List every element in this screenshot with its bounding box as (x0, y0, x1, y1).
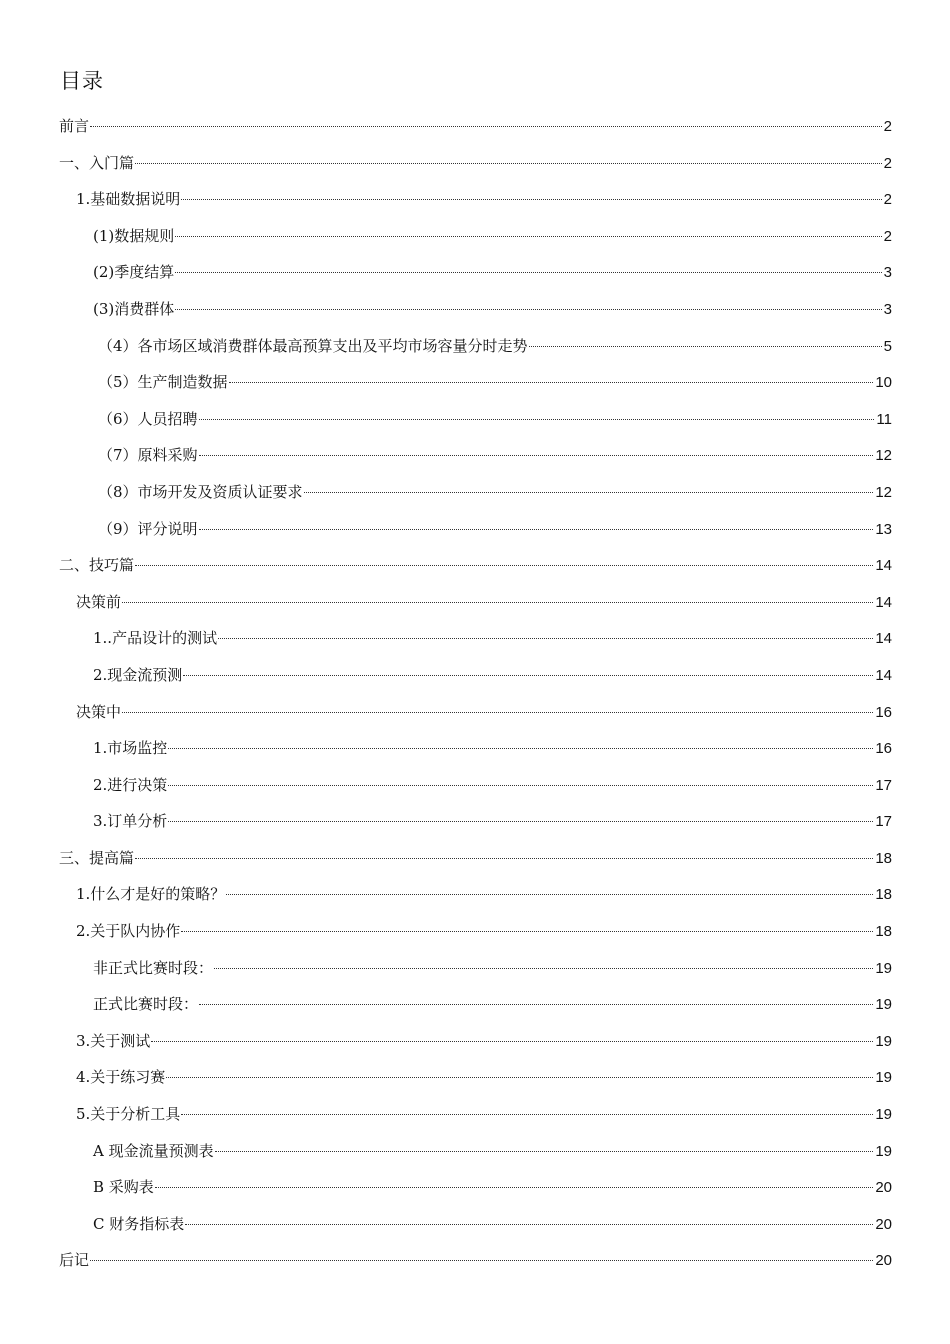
toc-entry-page-number: 19 (875, 1142, 892, 1160)
dot-leader (199, 529, 874, 530)
toc-entry-page-number: 14 (875, 557, 892, 575)
toc-entry-label: 二、技巧篇 (59, 556, 135, 575)
dot-leader (181, 931, 873, 932)
toc-entry-page-number: 16 (875, 703, 892, 721)
toc-title: 目录 (60, 69, 104, 93)
dot-leader (215, 1151, 874, 1152)
toc-entry[interactable] (93, 950, 892, 987)
toc-entry-page-number: 19 (875, 1032, 892, 1050)
toc-entry-label: B 采购表 (93, 1178, 154, 1197)
toc-entry[interactable] (98, 437, 892, 474)
dot-leader (168, 821, 873, 822)
dot-leader (135, 858, 873, 859)
toc-entry[interactable] (59, 840, 892, 877)
toc-entry[interactable] (93, 291, 892, 328)
toc-entry-page-number: 5 (883, 337, 892, 355)
toc-entry-page-number: 12 (875, 447, 892, 465)
toc-entry[interactable] (93, 1133, 892, 1170)
dot-leader (175, 272, 881, 273)
dot-leader (229, 382, 874, 383)
toc-entry-label: 非正式比赛时段： (93, 958, 214, 977)
toc-entry[interactable] (93, 657, 892, 694)
toc-entry-label: 2.进行决策 (93, 775, 168, 794)
dot-leader (122, 602, 873, 603)
toc-entry-label: 2.现金流预测 (93, 665, 183, 684)
toc-entry[interactable] (93, 620, 892, 657)
toc-entry-label: 1..产品设计的测试 (93, 629, 218, 648)
dot-leader (185, 1224, 873, 1225)
toc-entry-page-number: 18 (875, 923, 892, 941)
toc-entry-label: （7）原料采购 (98, 446, 198, 465)
toc-entry[interactable] (76, 1096, 892, 1133)
toc-entry-label: 后记 (59, 1251, 90, 1270)
toc-entry-label: 3.订单分析 (93, 812, 168, 831)
dot-leader (226, 894, 873, 895)
toc-entry[interactable] (98, 474, 892, 511)
toc-entry[interactable] (93, 767, 892, 804)
toc-entry-label: （9）评分说明 (98, 519, 198, 538)
toc-entry-page-number: 20 (875, 1179, 892, 1197)
toc-entry-page-number: 13 (875, 520, 892, 538)
toc-entry-label: 3.关于测试 (76, 1031, 151, 1050)
dot-leader (183, 675, 873, 676)
dot-leader (90, 1260, 873, 1261)
toc-entry-page-number: 19 (875, 1069, 892, 1087)
dot-leader (151, 1041, 873, 1042)
toc-entry[interactable] (93, 730, 892, 767)
toc-entry-page-number: 17 (875, 813, 892, 831)
toc-entry[interactable] (59, 1242, 892, 1279)
toc-entry[interactable] (76, 1059, 892, 1096)
toc-entry-page-number: 14 (875, 630, 892, 648)
toc-entry[interactable] (98, 511, 892, 548)
toc-entry-page-number: 17 (875, 776, 892, 794)
toc-entry[interactable] (93, 1206, 892, 1243)
toc-entry[interactable] (76, 1023, 892, 1060)
dot-leader (199, 419, 875, 420)
toc-entry[interactable] (93, 1169, 892, 1206)
toc-entry[interactable] (93, 254, 892, 291)
toc-entry-label: 正式比赛时段： (93, 995, 199, 1014)
toc-entry-label: 5.关于分析工具 (76, 1105, 181, 1124)
toc-entry-page-number: 19 (875, 1106, 892, 1124)
toc-entry[interactable] (59, 108, 892, 145)
toc-entry-label: (3)消费群体 (93, 299, 175, 318)
toc-entry-label: 1.基础数据说明 (76, 190, 181, 209)
toc-entry-label: (1)数据规则 (93, 226, 175, 245)
dot-leader (214, 968, 873, 969)
toc-entry-label: （5）生产制造数据 (98, 373, 228, 392)
toc-entry-label: （4）各市场区域消费群体最高预算支出及平均市场容量分时走势 (98, 336, 528, 355)
toc-entry-page-number: 14 (875, 593, 892, 611)
dot-leader (155, 1187, 874, 1188)
toc-entry-label: 三、提高篇 (59, 848, 135, 867)
toc-entry-label: （8）市场开发及资质认证要求 (98, 482, 303, 501)
toc-entry-page-number: 14 (875, 666, 892, 684)
toc-entry-label: 1.什么才是好的策略？ (76, 885, 226, 904)
toc-list (0, 108, 950, 1279)
toc-entry-page-number: 16 (875, 740, 892, 758)
dot-leader (529, 346, 882, 347)
toc-entry-label: 4.关于练习赛 (76, 1068, 166, 1087)
toc-entry-page-number: 19 (875, 959, 892, 977)
toc-entry-label: （6）人员招聘 (98, 409, 198, 428)
toc-entry-label: 决策中 (76, 702, 122, 721)
toc-entry[interactable] (98, 328, 892, 365)
toc-entry[interactable] (98, 401, 892, 438)
toc-entry[interactable] (76, 913, 892, 950)
dot-leader (218, 638, 873, 639)
toc-entry-page-number: 10 (875, 374, 892, 392)
toc-entry-page-number: 2 (883, 118, 892, 135)
dot-leader (135, 163, 882, 164)
dot-leader (175, 309, 881, 310)
toc-entry-label: 前言 (59, 117, 90, 135)
toc-entry-page-number: 18 (875, 849, 892, 867)
dot-leader (181, 199, 881, 200)
toc-entry[interactable] (93, 803, 892, 840)
dot-leader (122, 712, 873, 713)
dot-leader (135, 565, 873, 566)
toc-entry-page-number: 11 (876, 410, 892, 428)
dot-leader (166, 1077, 873, 1078)
dot-leader (199, 1004, 873, 1005)
dot-leader (90, 126, 882, 127)
toc-entry-label: 决策前 (76, 592, 122, 611)
toc-entry[interactable] (59, 145, 892, 182)
toc-entry[interactable] (59, 547, 892, 584)
toc-entry[interactable] (76, 181, 892, 218)
dot-leader (199, 455, 874, 456)
toc-entry[interactable] (98, 364, 892, 401)
toc-entry-label: A 现金流量预测表 (93, 1141, 214, 1160)
toc-entry-page-number: 3 (883, 300, 892, 318)
dot-leader (168, 748, 873, 749)
toc-entry-page-number: 19 (875, 996, 892, 1014)
toc-entry-label: 1.市场监控 (93, 739, 168, 758)
toc-entry-page-number: 12 (875, 483, 892, 501)
toc-entry-page-number: 3 (883, 264, 892, 282)
dot-leader (181, 1114, 873, 1115)
toc-entry-page-number: 2 (883, 191, 892, 209)
toc-entry-page-number: 2 (883, 154, 892, 172)
toc-entry-page-number: 20 (875, 1252, 892, 1270)
toc-entry[interactable] (76, 876, 892, 913)
toc-entry-page-number: 2 (883, 227, 892, 245)
toc-entry-label: 2.关于队内协作 (76, 922, 181, 941)
toc-entry[interactable] (76, 694, 892, 731)
toc-entry[interactable] (93, 218, 892, 255)
toc-entry-page-number: 20 (875, 1215, 892, 1233)
toc-entry-page-number: 18 (875, 886, 892, 904)
toc-entry-label: 一、入门篇 (59, 153, 135, 172)
toc-entry-label: (2)季度结算 (93, 263, 175, 282)
toc-entry-label: C 财务指标表 (93, 1214, 185, 1233)
dot-leader (175, 236, 881, 237)
dot-leader (304, 492, 874, 493)
toc-entry[interactable] (93, 986, 892, 1023)
toc-entry[interactable] (76, 584, 892, 621)
dot-leader (168, 785, 873, 786)
